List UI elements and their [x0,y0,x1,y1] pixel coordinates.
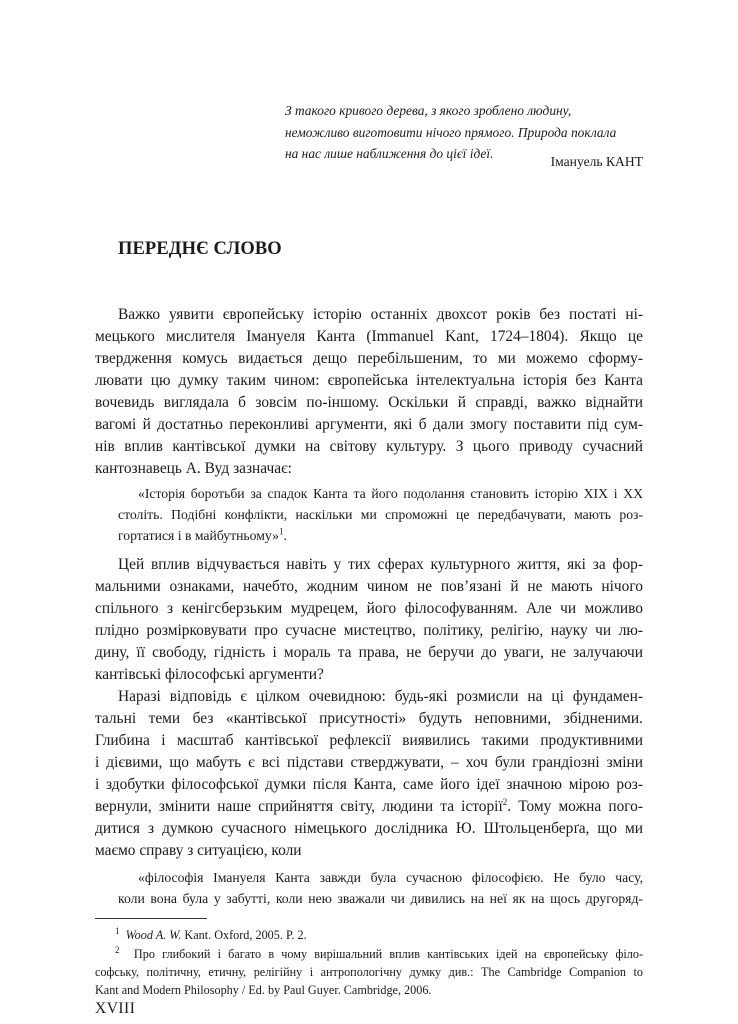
footnote-ref[interactable]: 2 [502,796,508,807]
text-line: вочевидь виглядала б зовсім по-іншому. Оскільки й справді, важко віднайти [95,394,643,411]
text-line: плідно розмірковувати про сучасне мистецтво, політику, релігію, науку чи лю- [95,622,643,639]
quote-line: «Історія боротьби за спадок Канта та його подолання становить історію XIX і XX [138,486,643,501]
footnote-2 [115,944,644,962]
page-title: ПЕРЕДНЄ СЛОВО [118,239,282,259]
epigraph-line: неможливо виготовити нічого прямого. Природа поклала [285,124,617,140]
footnote-text: Про глибокий і багато в чому вирішальний вплив кантівських ідей на європейську філо- [133,947,644,961]
text-line: Глибина і масштаб кантівської рефлексії виявились такими продуктивними [95,732,643,749]
quote-line: гортатися і в майбутньому»$^1$. [118,526,287,543]
footnote-1 [115,925,307,943]
text-line: дину, її свободу, гідність і мораль та права, не беручи до уваги, не залучаючи [95,644,643,661]
text-line: і здобутки філософської думки після Канта, саме його ідеї значною мірою роз- [95,776,643,793]
footnote-number: 2 [115,944,120,955]
footnote-divider [95,918,207,919]
text-line: вагомі й достатньо переконливі аргументи, які б дали змогу поставити під сум- [95,416,643,433]
quote-line: «філософія Імануеля Канта завжди була сучасною філософією. Не було часу, [138,870,643,885]
footnote-line: Kant and Modern Philosophy / Ed. by Paul Guyer. Cambridge, 2006. [95,983,432,997]
text-line: кантівські філософські аргументи? [95,666,324,683]
text-line: тальні теми без «кантівської присутності» будуть неповними, збідненими. [95,710,643,727]
text-line: кантознавець А. Вуд зазначає: [95,460,292,477]
text-line: дитися з думкою сучасного німецького дослідника Ю. Штольценберґа, що ми [95,820,643,837]
text-line: Цей вплив відчувається навіть у тих сферах культурного життя, які за фор- [118,556,643,573]
epigraph-line: З такого кривого дерева, з якого зроблено людину, [285,103,572,118]
text-line: лювати цю думку таким чином: європейська інтелектуальна історія без Канта [95,372,643,389]
text-fragment: вернули, змінити наше сприйняття світу, людини та історії [95,798,503,815]
text-line: мецького мислителя Імануеля Канта (Immanuel Kant, 1724–1804). Якщо це [95,328,643,345]
text-line: Наразі відповідь є цілком очевидною: будь-які розмисли на ці фундамен- [118,688,643,705]
text-line: маємо справу з ситуацією, коли [95,842,302,859]
footnote-number: 1 [115,925,120,936]
text-line: мальними ознаками, начебто, жодним чином не пов’язані й не мають нічого [95,578,643,595]
text-line [95,798,643,816]
epigraph-author: Імануель КАНТ [550,154,643,169]
text-fragment: . Тому можна пого- [507,798,644,815]
text-line: Важко уявити європейську історію останніх двохсот років без постаті ні- [118,306,643,323]
quote-line: століть. Подібні конфлікти, наскільки ми спроможні це передбачувати, мають роз- [118,507,643,522]
text-line: спільного з кенігсберзьким мудрецем, його філософуванням. Але чи можливо [95,600,643,617]
text-line: твердження комусь видається дещо перебільшеним, то ми можемо сформу- [95,350,643,367]
footnote-text: Kant. Oxford, 2005. P. 2. [181,928,307,942]
footnote-author: Wood A. W. [125,928,182,942]
footnote-ref[interactable]: 1 [278,526,284,537]
quote-line: коли вона була у забутті, коли нею зважали чи дивились на неї як на щось другоряд- [118,891,643,906]
text-line: і дієвими, що мабуть є всі підстави стверджувати, – хоч були грандіозні зміни [95,754,643,771]
quote-text: гортатися і в майбутньому» [118,528,279,543]
footnote-line: софську, політичну, етичну, релігійну і антропологічну думку див.: The Cambridge Companion to [95,965,643,979]
epigraph-line: на нас лише наближення до цієї ідеї. [285,146,494,161]
page-number: XVIII [95,1000,136,1017]
text-line: нів вплив кантівської думки на світову культуру. З цього приводу сучасний [95,438,643,455]
